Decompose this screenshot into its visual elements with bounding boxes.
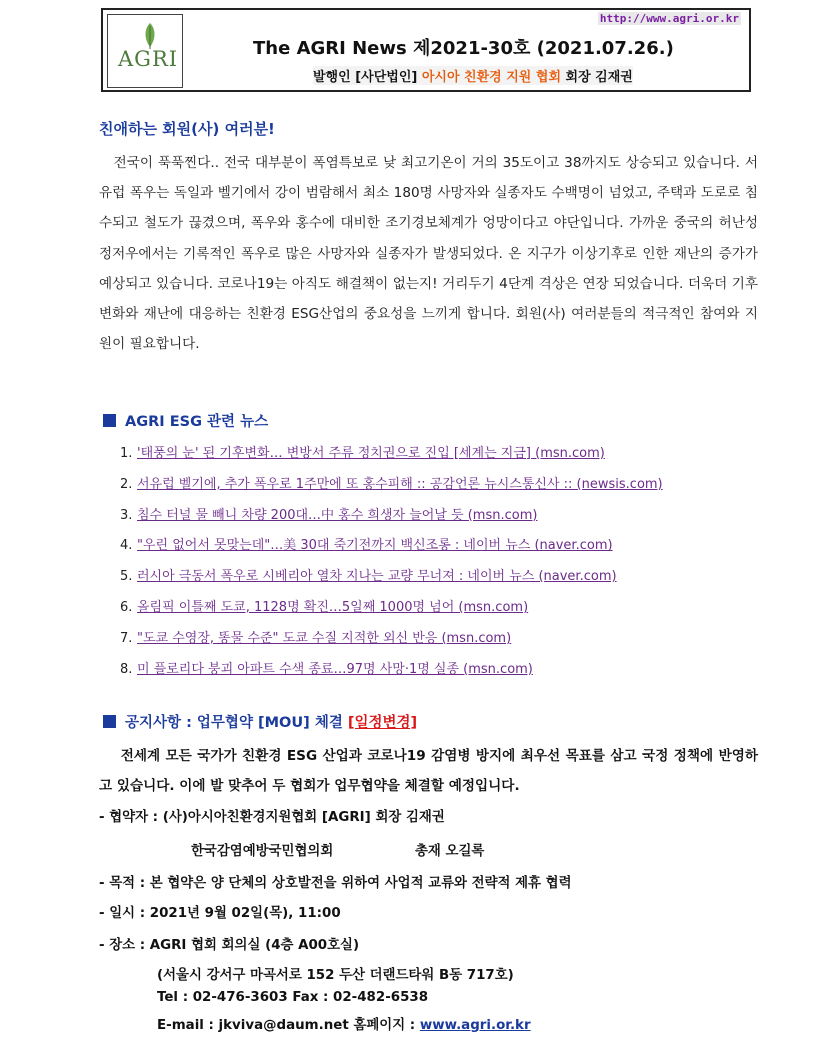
section-notice [103, 711, 417, 732]
item-number: 6. [120, 599, 133, 615]
list-item [120, 442, 663, 473]
news-link[interactable]: 미 플로리다 붕괴 아파트 수색 종료…97명 사망·1명 실종 (msn.com) [137, 661, 533, 677]
news-link[interactable]: 러시아 극동서 폭우로 시베리아 열차 지나는 교량 무너져 : 네이버 뉴스 (naver.com) [137, 569, 617, 585]
news-link[interactable]: 침수 터널 물 빼니 차량 200대…中 홍수 희생자 늘어날 듯 (msn.com) [137, 507, 538, 523]
news-link[interactable]: 서유럽 벨기에, 추가 폭우로 1주만에 또 홍수피해 :: 공감언론 뉴시스통신사 :: (newsis.com) [137, 476, 663, 492]
item-number: 2. [120, 476, 133, 492]
detail-party2-role: 총재 오길록 [415, 844, 485, 859]
list-item [120, 565, 663, 596]
item-number: 7. [120, 630, 133, 646]
list-item [120, 534, 663, 565]
agri-logo [107, 14, 183, 88]
list-item [120, 658, 663, 689]
square-bullet-icon [103, 414, 116, 427]
notice-paragraph [99, 741, 758, 801]
section-notice-title: 공지사항 : 업무협약 [MOU] 체결 [125, 715, 348, 731]
section-esg-news [103, 410, 268, 431]
list-item [120, 504, 663, 535]
detail-party1: - 협약자 : (사)아시아친환경지원협회 [AGRI] 회장 김재권 [99, 810, 445, 825]
detail-contact [157, 1014, 531, 1033]
section-esg-title: AGRI ESG 관련 뉴스 [125, 414, 269, 430]
logo-text: AGRI [118, 47, 179, 71]
item-number: 5. [120, 569, 133, 585]
greeting-heading: 친애하는 회원(사) 여러분! [99, 120, 275, 138]
newsletter-header [101, 8, 751, 92]
detail-place: - 장소 : AGRI 협회 회의실 (4층 A00호실) [99, 938, 360, 953]
list-item [120, 596, 663, 627]
detail-phone: Tel : 02-476-3603 Fax : 02-482-6538 [157, 990, 429, 1005]
square-bullet-icon [103, 715, 116, 728]
news-list [120, 442, 663, 688]
intro-paragraph [99, 148, 758, 359]
website-url[interactable]: http://www.agri.or.kr [599, 12, 739, 25]
schedule-change-tag: [일정변경] [347, 715, 418, 731]
item-number: 1. [120, 446, 133, 461]
publisher-line [313, 66, 633, 85]
publisher-prefix: 발행인 [사단법인] [313, 70, 422, 85]
list-item [120, 627, 663, 658]
detail-party2-org: 한국감염예방국민협의회 [191, 844, 334, 859]
detail-date: - 일시 : 2021년 9월 02일(목), 11:00 [99, 906, 341, 921]
detail-purpose: - 목적 : 본 협약은 양 단체의 상호발전을 위하여 사업적 교류와 전략적 제휴 협력 [99, 876, 572, 891]
item-number: 4. [120, 538, 133, 554]
news-link[interactable]: '태풍의 눈' 된 기후변화… 변방서 주류 정치권으로 진입 [세계는 지금] (msn.com) [137, 446, 605, 461]
publisher-suffix: 회장 김재권 [561, 70, 633, 85]
news-link[interactable]: 올림픽 이틀째 도쿄, 1128명 확진…5일째 1000명 넘어 (msn.com) [137, 599, 529, 615]
leaf-icon [142, 23, 158, 49]
item-number: 8. [120, 661, 133, 677]
logo-subtitle [114, 73, 178, 79]
homepage-link[interactable]: www.agri.or.kr [419, 1018, 531, 1033]
intro-text: 전국이 푹푹찐다.. 전국 대부분이 폭염특보로 낮 최고기온이 거의 35도이고 38까지도 상승되고 있습니다. 서유럽 폭우는 독일과 벨기에서 강이 범람해서 최소 180명 사망자와 실종자도 수백명이 넘었고, 주택과 도로로 침수되고 철도가 끊겼으며, 폭우와 홍수에 대비한 조기경보체계가 엉망이다고 야단입니다. 가까운 중국의 허난성 정저우에서는 기록적인 폭우로 많은 사망자와 실종자가 발생되었다. 온 지구가 이상기후로 인한 재난의 증가가 예상되고 있습니다. 코로나19는 아직도 해결책이 없는지! 거리두기 4단계 격상은 연장 되었습니다. 더욱더 기후변화와 재난에 대응하는 친환경 ESG산업의 중요성을 느끼게 합니다. 회원(사) 여러분들의 적극적인 참여와 지원이 필요합니다. [99, 155, 758, 353]
item-number: 3. [120, 507, 133, 523]
detail-address: (서울시 강서구 마곡서로 152 두산 더랜드타워 B동 717호) [157, 968, 514, 983]
notice-text: 전세계 모든 국가가 친환경 ESG 산업과 코로나19 감염병 방지에 최우선 목표를 삼고 국정 정책에 반영하고 있습니다. 이에 발 맞추어 두 협회가 업무협약을 체결할 예정입니다. [99, 748, 758, 794]
publisher-org: 아시아 친환경 지원 협회 [421, 70, 562, 85]
list-item [120, 473, 663, 504]
detail-email: E-mail : jkviva@daum.net 홈페이지 : [157, 1018, 420, 1033]
news-link[interactable]: "도쿄 수영장, 똥물 수준" 도쿄 수질 지적한 외신 반응 (msn.com) [137, 630, 512, 646]
news-link[interactable]: "우린 없어서 못맞는데"…美 30대 죽기전까지 백신조롱 : 네이버 뉴스 (naver.com) [137, 538, 613, 554]
newsletter-title: The AGRI News 제2021-30호 (2021.07.26.) [253, 38, 674, 59]
